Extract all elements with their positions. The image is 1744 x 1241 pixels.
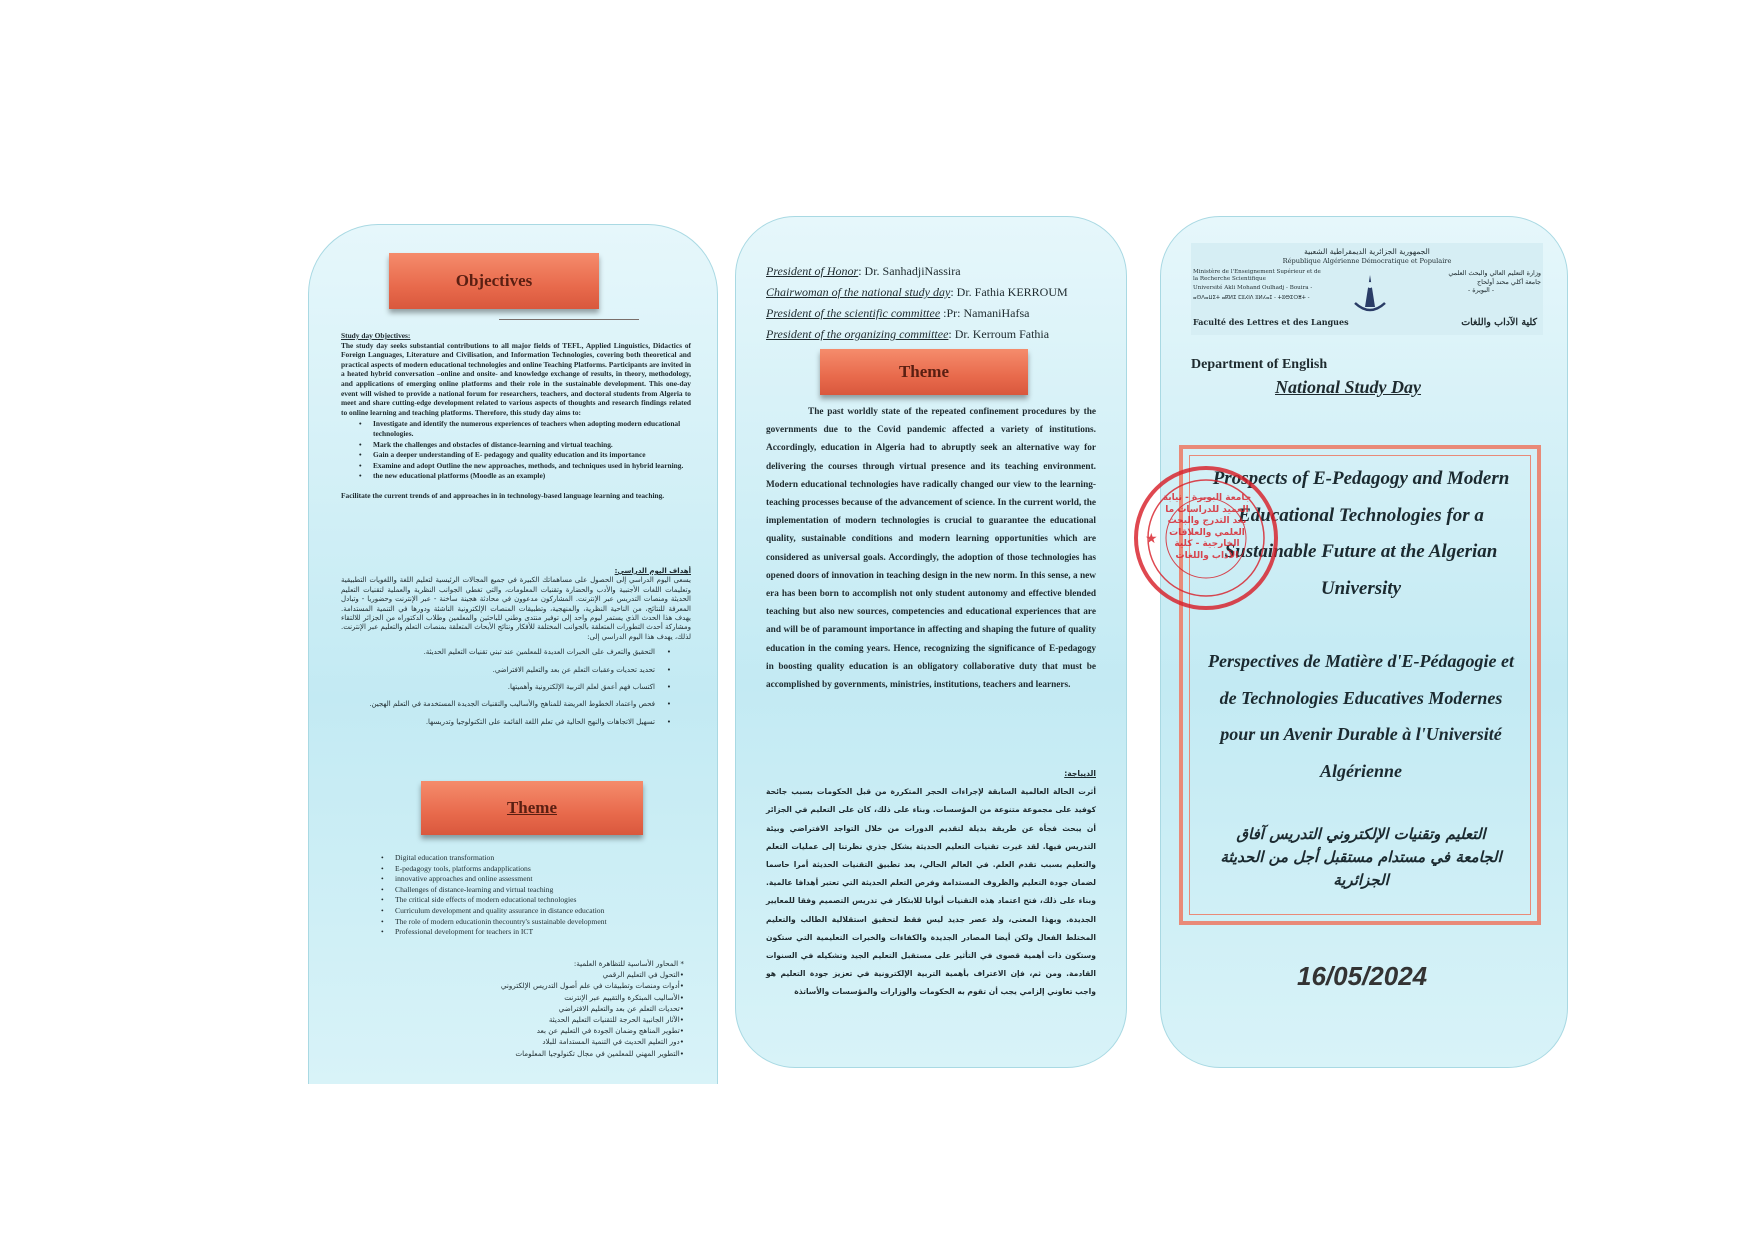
aim-item: • Investigate and identify the numerous experiences of teachers when adopting modern educational technologies. xyxy=(373,419,691,438)
study-day-title: Study day Objectives: xyxy=(341,331,411,340)
arabic-aim-item: • التحقيق والتعرف على الخبرات العديدة للمعلمين عند تبني تقنيات التعليم الحديثة. xyxy=(341,648,655,657)
objectives-panel xyxy=(308,224,718,1084)
aim-item: • Gain a deeper understanding of E- pedagogy and quality education and its importance xyxy=(373,450,691,460)
aim-item: • Mark the challenges and obstacles of distance-learning and virtual teaching. xyxy=(373,440,691,450)
facilitate-text: Facilitate the current trends of and approaches in in technology-based language learning and teaching. xyxy=(341,490,665,500)
arabic-objectives-intro: يسعى اليوم الدراسي إلى الحصول على مساهماتك الكبيرة في جميع المجالات الرئيسية لتعليم اللغة واللغويات التطبيقية وتعليمات اللغات الأجنبية والأدب والحضارة وتقنيات المعلومات، والتي تغطي الجوانب النظرية والعملية لتقنيات التعليم الحديثة ومنصات التدريس عبر الإنترنت. المشاركون مدعوون في محادثة هجينة ساخنة - عبر الإنترنت وحضوريا - وتبادل المعرفة للنتائج، من الناحية النظرية، والمنهجية، وتطبيقات المنصات الإلكترونية الناشئة ودورها في التنمية المستدامة. يهدف هذا الحدث الذي يستمر ليوم واحد إلى توفير منتدى وطني للباحثين والمعلمين وطلاب الدكتوراه من الجزائر للالتقاء ومشاركة أحدث التطورات المتعلقة بالجوانب المختلفة للأفكار ونتائج الأبحاث المتعلقة بمنصات التعلم والتعليم عبر الإنترنت. لذلك، يهدف هذا اليوم الدراسي إلى: xyxy=(341,576,691,641)
arabic-preamble-text: أثرت الحالة العالمية السابقة لإجراءات الحجر المتكررة من قبل الحكومات بسبب جائحة كوفيد على مجموعة متنوعة من المؤسسات. وبناء على ذلك، كان على التعليم في الجزائر أن يبحث فجأة عن طريقة بديلة لتقديم الدورات من خلال التواجد الافتراضي وبيئة التدريس فيها. لقد غيرت تقنيات التعليم الحديثة بشكل جذري نظرتنا إلى عمليات التعلم والتعليم بسبب تقدم العلم. في العالم الحالي، يعد تطبيق التقنيات الحديثة أمرا حاسما لضمان جودة التعليم والظروف المستدامة وفرص التعلم الحديثة التي تعتبر أهدافا عالمية. وبناء على ذلك، فتح اعتماد هذه التقنيات أبوابا للابتكار في تدريس التصميم وفقا للمعايير الجديدة. وبهذا المعنى، ولد عصر جديد ليس فقط لتحقيق استقلالية الطالب والتعليم المختلط الفعال ولكن أيضا المصادر الجديدة والكفاءات والخبرات التعليمية التي ستكون وستكون ذات أهمية قصوى في التأثير على مستقبل التعليم الجيد وتشكيله في السنوات القادمة. ومن ثم، فإن الاعتراف بأهمية التربية الإلكترونية في تعزيز جودة التعليم هو واجب تعاوني إلزامي يجب أن تقوم به الحكومات والوزارات والمؤسسات والأساتذة xyxy=(766,787,1096,997)
arabic-preamble-title: الديباجة: xyxy=(1064,769,1096,778)
arabic-axis-item: •تطوير المناهج وضمان الجودة في التعليم عن بعد xyxy=(536,1026,684,1036)
committee-role: President of the scientific committee xyxy=(766,306,941,320)
objectives-banner-label: Objectives xyxy=(455,271,533,290)
committee-role: President of Honor xyxy=(766,264,859,278)
arabic-axis-item: •تحديات التعلم عن بعد والتعليم الافتراضي xyxy=(558,1003,684,1013)
svg-text:★: ★ xyxy=(1145,531,1158,547)
president-of-honor xyxy=(766,261,1116,282)
header-tifinagh: ⴰⵙⴷⴰⵡⵉⵜ ⴰⴽⵍⵉ ⵎⵓⵃⵏⴷ ⵓⵍⵃⴰⵊ - ⵜⵓⴱⵉⵔⴻⵜ - xyxy=(1193,295,1310,301)
header-ar-city: - البويرة - xyxy=(1468,286,1494,294)
header-ar-republic: الجمهورية الجزائرية الديمقراطية الشعبية xyxy=(1304,247,1430,256)
arabic-axis-item: •دور التعليم الحديث في التنمية المستدامة للبلاد xyxy=(542,1037,684,1047)
university-logo xyxy=(1351,273,1389,317)
theme-item: • The role of modern educationin thecountry's sustainable development xyxy=(395,917,685,928)
department-name: Department of English xyxy=(1191,357,1328,372)
committee-role: Chairwoman of the national study day xyxy=(766,285,951,299)
theme-banner-left xyxy=(421,781,643,835)
header-fr-university: Université Akli Mohand Oulhadj - Bouira - xyxy=(1193,285,1313,291)
title-english: Prospects of E-Pedagogy and Modern Educational Technologies for a Sustainable Future at the Algerian University xyxy=(1212,468,1510,599)
cover-panel xyxy=(1145,216,1568,1068)
theme-item: • Professional development for teachers in ICT xyxy=(395,927,685,938)
aim-item: • Examine and adopt Outline the new approaches, methods, and techniques used in hybrid learning. xyxy=(373,461,691,471)
university-header xyxy=(1191,243,1543,335)
arabic-axes-title: * المحاور الأساسية للتظاهرة العلمية: xyxy=(573,959,684,968)
theme-text: The past worldly state of the repeated confinement procedures by the governments due to the Covid pandemic affected a variety of institutions. Accordingly, education in Algeria had to abruptly seek an alternative way for delivering the courses through virtual presence and its teaching environment. Modern educational technologies have radically changed our view to the learning- teaching processes because of the advancement of science. In the current world, the implementation of modern technologies is crucial to guarantee the educational quality, sustainable conditions and modern learning opportunities which are considered as universal goals. Accordingly, the adoption of those technologies has opened doors of innovation in teaching design in the new norm. In this sense, a new era has been born to accomplish not only student autonomy and effective blended teaching but also new sources, competencies and educational experiences that are and will be of paramount importance in affecting and shaping the future of quality education in the coming years. Hence, recognizing the significance of E-pedagogy in boosting quality education is an obligatory collaborative duty that must be accomplished by governments, ministries, institutions, teachers and learners. xyxy=(766,407,1096,691)
header-fr-republic: République Algérienne Démocratique et Populaire xyxy=(1282,257,1452,265)
stamp-text: جامعة البويرة - نيابة العميد للدراسات ما بعد التدرج والبحث العلمي والعلاقات الخارجية - كلية الآداب واللغات xyxy=(1162,493,1252,561)
theme-item: • The critical side effects of modern educational technologies xyxy=(395,895,685,906)
header-ar-faculty: كلية الآداب واللغات xyxy=(1461,317,1537,328)
theme-item: • Challenges of distance-learning and virtual teaching xyxy=(395,885,685,896)
committee-name: : Dr. SanhadjiNassira xyxy=(858,264,961,278)
committee-name: : Dr. Kerroum Fathia xyxy=(948,327,1050,341)
theme-banner-left-label: Theme xyxy=(506,798,558,817)
theme-banner-middle xyxy=(820,349,1028,395)
arabic-aim-item: • فحص واعتماد الخطوط العريضة للمناهج والأساليب والتقنيات الجديدة المستخدمة في التعلم الهجين. xyxy=(341,700,655,709)
theme-item: • Curriculum development and quality assurance in distance education xyxy=(395,906,685,917)
header-fr-ministry: Ministère de l'Enseignement Supérieur et de la Recherche Scientifique xyxy=(1193,269,1321,282)
aim-item: • the new educational platforms (Moodle as an example) xyxy=(373,471,691,481)
arabic-objectives-title: أهداف اليوم الدراسي: xyxy=(614,567,691,575)
organizing-committee-president xyxy=(766,324,1116,345)
committee-name: :Pr: NamaniHafsa xyxy=(940,306,1030,320)
arabic-axis-item: •الآثار الجانبية الحرجة للتقنيات التعليم الحديثة xyxy=(548,1015,684,1025)
header-fr-faculty: Faculté des Lettres et des Langues xyxy=(1193,317,1349,327)
arabic-aim-item: • اكتساب فهم أعمق لعلم التربية الإلكترونية وأهميتها. xyxy=(341,683,655,692)
official-stamp xyxy=(1131,463,1281,613)
study-day-intro: The study day seeks substantial contributions to all major fields of TEFL, Applied Linguistics, Didactics of Foreign Languages, Literature and Civilisation, and Information Technologies, covering both theoretical and practical aspects of modern educational technologies and online Teaching Platforms. Participants are invited in a heated hybrid conversation –online and onsite- and knowledge exchange of results, in theory, methodology, and applications of emerging online platforms and their role in the sustainable development. This one-day event will wished to provide a national forum for researchers, teachers, and doctoral students from Algeria to meet and share cutting-edge development related to various aspects of thoughts and research findings related to online learning and teaching platforms. Therefore, this study day aims to: xyxy=(341,340,691,417)
theme-banner-middle-label: Theme xyxy=(898,362,950,381)
committee-role: President of the organizing committee xyxy=(766,327,949,341)
arabic-aim-item: • تحديد تحديات وعقبات التعلم عن بعد والتعليم الافتراضي. xyxy=(341,666,655,675)
chairwoman xyxy=(766,282,1116,303)
theme-item: • innovative approaches and online assessment xyxy=(395,874,685,885)
event-name: National Study Day xyxy=(1275,377,1422,397)
arabic-axis-item: •أدوات ومنصات وتطبيقات في علم أصول التدريس الإلكتروني xyxy=(500,981,684,991)
title-french: Perspectives de Matière d'E-Pédagogie et de Technologies Educatives Modernes pour un Avenir Durable à l'Université Algérienne xyxy=(1208,651,1514,781)
title-arabic: التعليم وتقنيات الإلكتروني التدريس آفاق الجامعة في مستدام مستقبل أجل من الحديثة الجزائرية xyxy=(1220,825,1502,889)
arabic-axis-item: •التطوير المهني للمعلمين في مجال تكنولوجيا المعلومات xyxy=(515,1048,684,1058)
event-date: 16/05/2024 xyxy=(1297,961,1428,991)
scientific-committee-president xyxy=(766,303,1116,324)
arabic-axis-item: •التحول في التعليم الرقمي xyxy=(602,970,684,980)
divider-line xyxy=(499,319,639,320)
header-ar-university: جامعة أكلي محند أولحاج xyxy=(1476,277,1541,286)
theme-item: • Digital education transformation xyxy=(395,853,685,864)
committee-name: : Dr. Fathia KERROUM xyxy=(950,285,1068,299)
theme-panel xyxy=(735,216,1127,1068)
arabic-aim-item: • تسهيل الاتجاهات والنهج الحالية في تعلم اللغة القائمة على التكنولوجيا وتدريسها. xyxy=(341,718,655,727)
objectives-banner xyxy=(389,253,599,309)
theme-item: • E-pedagogy tools, platforms andapplications xyxy=(395,864,685,875)
header-ar-ministry: وزارة التعليم العالي والبحث العلمي xyxy=(1448,269,1541,277)
arabic-axis-item: •الأساليب المبتكرة والتقييم عبر الإنترنت xyxy=(564,992,684,1002)
